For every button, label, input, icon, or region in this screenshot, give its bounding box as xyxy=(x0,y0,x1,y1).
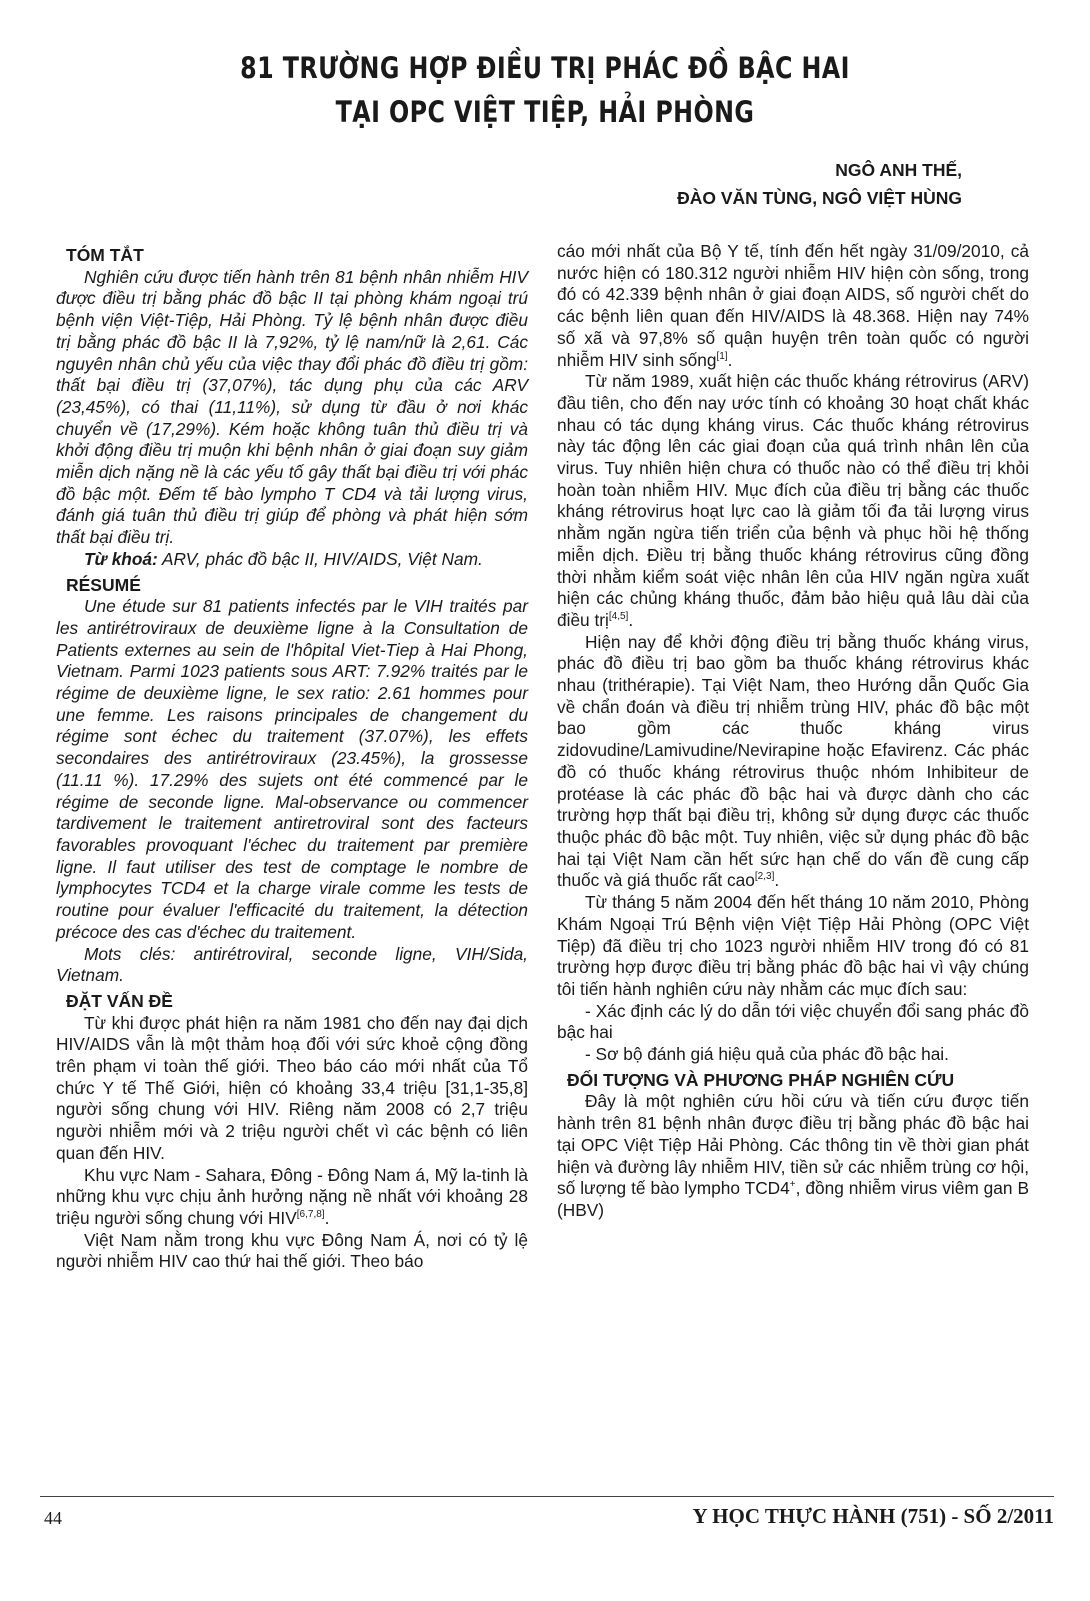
title-line-2: TẠI OPC VIỆT TIỆP, HẢI PHÒNG xyxy=(335,95,755,129)
intro-paragraph-3: Việt Nam nằm trong khu vực Đông Nam Á, nơi có tỷ lệ người nhiễm HIV cao thứ hai thế giới. Theo báo xyxy=(56,1229,528,1272)
right-paragraph-1: cáo mới nhất của Bộ Y tế, tính đến hết ngày 31/09/2010, cả nước hiện có 180.312 người nhiễm HIV hiện còn sống, trong đó có 42.339 bệnh nhân ở giai đoạn AIDS, số người chết do các bệnh liên quan đến HIV/AIDS là 48.368. Hiện nay 74% số xã và 97,8% số quận huyện trên toàn quốc có người nhiễm HIV sinh sống[1]. xyxy=(557,241,1029,370)
right-column xyxy=(557,241,1029,1222)
authors xyxy=(677,156,962,212)
summary-text: Nghiên cứu được tiến hành trên 81 bệnh nhân nhiễm HIV được điều trị bằng phác đồ bậc II tại phòng khám ngoại trú bệnh viện Việt-Tiệp, Hải Phòng. Tỷ lệ bệnh nhân được điều trị bằng phác đồ bậc II là 7,92%, tỷ lệ nam/nữ là 2,61. Các nguyên nhân chủ yếu của việc thay đổi phác đồ điều trị gồm: thất bại điều trị (37,07%), tác dụng phụ của các ARV (23,45%), có thai (11,11%), sử dụng từ đầu ở nơi khác chuyển về (17,29%). Kém hoặc không tuân thủ điều trị và khởi động điều trị muộn khi bệnh nhân ở giai đoạn suy giảm miễn dịch nặng nề là các yếu tố gây thất bại điều trị với phác đồ bậc một. Đếm tế bào lympho T CD4 và tải lượng virus, đánh giá tuân thủ điều trị giúp để phòng và phát hiện sớm thất bại điều trị. xyxy=(56,266,528,548)
keywords-label: Từ khoá: xyxy=(84,548,158,569)
resume-text: Une étude sur 81 patients infectés par le VIH traités par les antirétroviraux de deuxième ligne à la Consultation de Patients externes au sein de l'hôpital Viet-Tiep à Hai Phong, Vietnam. Parmi 1023 patients sous ART: 7.92% traités par le régime de deuxième ligne, le sex ratio: 2.61 hommes pour une femme. Les raisons principales de changement du régime sont échec du traitement (37.07%), les effets secondaires des antirétroviraux (23.45%), la grossesse (11.11 %). 17.29% des sujets ont été commencé par le régime de seconde ligne. Mal-observance ou commencer tardivement le traitement antiretroviral sont des facteurs favorables provoquant l'échec du traitement par première ligne. Il faut utiliser des test de comptage le nombre de lymphocytes TCD4 et la charge virale comme les tests de routine pour évaluer l'efficacité du traitement, la détection précoce des cas d'échec du traitement. xyxy=(56,596,528,942)
summary-heading: TÓM TẮT xyxy=(66,245,144,265)
right-paragraph-3-text: Hiện nay để khởi động điều trị bằng thuốc kháng virus, phác đồ điều trị bao gồm ba thuốc kháng rétrovirus khác nhau (trithérapie). Tại Việt Nam, theo Hướng dẫn Quốc Gia về chẩn đoán và điều trị nhiễm trùng HIV, phác đồ bậc một bao gồm các thuốc kháng virus zidovudine/Lamivudine/Nevirapine hoặc Efavirenz. Các phác đồ có thuốc kháng rétrovirus thuộc nhóm Inhibiteur de protéase là các phác đồ bậc hai và được dành cho các trường hợp thất bại điều trị, không sử dụng được các thuốc thuộc phác đồ bậc một. Tuy nhiên, việc sử dụng phác đồ bậc hai tại Việt Nam cần hết sức hạn chế do vấn đề cung cấp thuốc và giá thuốc rất cao xyxy=(557,631,1029,891)
citation-6-7-8: [6,7,8] xyxy=(296,1209,325,1221)
aim-1: - Xác định các lý do dẫn tới việc chuyển đổi sang phác đồ bậc hai xyxy=(557,1000,1029,1043)
intro-heading: ĐẶT VẤN ĐỀ xyxy=(66,990,173,1011)
intro-paragraph-1: Từ khi được phát hiện ra năm 1981 cho đến nay đại dịch HIV/AIDS vẫn là một thảm hoạ đối với sức khoẻ cộng đồng trên phạm vi toàn thế giới. Theo báo cáo mới nhất của Tổ chức Y tế Thế Giới, hiện có khoảng 33,4 triệu [31,1-35,8] người sống chung với HIV. Riêng năm 2008 có 2,7 triệu người nhiễm mới và 2 triệu người chết vì các bệnh có liên quan đến HIV. xyxy=(56,1012,528,1163)
citation-2-3: [2,3] xyxy=(754,871,775,883)
author-line-1: NGÔ ANH THẾ, xyxy=(835,160,962,180)
tcd4-plus-sup: + xyxy=(789,1179,796,1191)
page-number: 44 xyxy=(44,1508,62,1528)
methods-heading: ĐỐI TƯỢNG VÀ PHƯƠNG PHÁP NGHIÊN CỨU xyxy=(567,1069,955,1090)
keywords xyxy=(56,549,528,571)
title-line-1: 81 TRƯỜNG HỢP ĐIỀU TRỊ PHÁC ĐỒ BẬC HAI xyxy=(240,51,850,85)
right-paragraph-4: Từ tháng 5 năm 2004 đến hết tháng 10 năm 2010, Phòng Khám Ngoại Trú Bệnh viện Việt Tiệp Hải Phòng (OPC Việt Tiệp) đã điều trị cho 1023 người nhiễm HIV trong đó có 81 trường hợp được điều trị bằng phác đồ bậc hai vì vậy chúng tôi tiến hành nghiên cứu này nhằm các mục đích sau: xyxy=(557,892,1029,999)
citation-4-5: [4,5] xyxy=(608,611,629,623)
methods-paragraph xyxy=(557,1091,1029,1221)
mots-cles: Mots clés: antirétroviral, seconde ligne, VIH/Sida, Vietnam. xyxy=(56,943,528,986)
right-paragraph-2-text: Từ năm 1989, xuất hiện các thuốc kháng rétrovirus (ARV) đầu tiên, cho đến nay ước tính có khoảng 30 hoạt chất khác nhau có tác dụng kháng virus. Các thuốc kháng rétrovirus này tác động lên các giai đoạn của quá trình nhân lên của virus. Tuy nhiên hiện chưa có thuốc nào có thể điều trị khỏi hoàn toàn nhiễm HIV. Mục đích của điều trị bằng các thuốc kháng rétrovirus hoạt lực cao là giảm tối đa tải lượng virus nhằm ngăn ngừa tiến triển của bệnh và phục hồi hệ thống miễn dịch. Điều trị bằng thuốc kháng rétrovirus cũng đồng thời nhằm kiểm soát việc nhân lên của HIV ngăn ngừa xuất hiện các chủng kháng thuốc, đảm bảo hiệu quả lâu dài của điều trị xyxy=(557,371,1029,630)
left-column xyxy=(56,241,528,1273)
methods-paragraph-text: Đây là một nghiên cứu hồi cứu và tiến cứu được tiến hành trên 81 bệnh nhân được điều trị bằng phác đồ bậc hai tại OPC Việt Tiệp Hải Phòng. Các thông tin về thời gian phát hiện và đường lây nhiễm HIV, tiền sử các nhiễm trùng cơ hội, số lượng tế bào lympho TCD4 xyxy=(557,1091,1029,1199)
keywords-text: ARV, phác đồ bậc II, HIV/AIDS, Việt Nam. xyxy=(157,548,483,569)
author-line-2: ĐÀO VĂN TÙNG, NGÔ VIỆT HÙNG xyxy=(677,188,962,208)
citation-1: [1] xyxy=(716,350,728,362)
right-paragraph-3: Hiện nay để khởi động điều trị bằng thuốc kháng virus, phác đồ điều trị bao gồm ba thuốc kháng rétrovirus khác nhau (trithérapie). Tại Việt Nam, theo Hướng dẫn Quốc Gia về chẩn đoán và điều trị nhiễm trùng HIV, phác đồ bậc một bao gồm các thuốc kháng virus zidovudine/Lamivudine/Nevirapine hoặc Efavirenz. Các phác đồ có thuốc kháng rétrovirus thuộc nhóm Inhibiteur de protéase là các phác đồ bậc hai và được dành cho các trường hợp thất bại điều trị, không sử dụng được các thuốc thuộc phác đồ bậc một. Tuy nhiên, việc sử dụng phác đồ bậc hai tại Việt Nam cần hết sức hạn chế do vấn đề cung cấp thuốc và giá thuốc rất cao[2,3]. xyxy=(557,631,1029,891)
footer-rule xyxy=(40,1496,1054,1497)
aim-2: - Sơ bộ đánh giá hiệu quả của phác đồ bậc hai. xyxy=(585,1044,949,1065)
right-paragraph-1-text: cáo mới nhất của Bộ Y tế, tính đến hết ngày 31/09/2010, cả nước hiện có 180.312 người nhiễm HIV hiện còn sống, trong đó có 42.339 bệnh nhân ở giai đoạn AIDS, số người chết do các bệnh liên quan đến HIV/AIDS là 48.368. Hiện nay 74% số xã và 97,8% số quận huyện trên toàn quốc có người nhiễm HIV sinh sống xyxy=(557,241,1029,370)
intro-paragraph-2-text: Khu vực Nam - Sahara, Đông - Đông Nam á, Mỹ la-tinh là những khu vực chịu ảnh hưởng nặng nề nhất với khoảng 28 triệu người sống chung với HIV xyxy=(56,1164,528,1228)
right-paragraph-2: Từ năm 1989, xuất hiện các thuốc kháng rétrovirus (ARV) đầu tiên, cho đến nay ước tính có khoảng 30 hoạt chất khác nhau có tác dụng kháng virus. Các thuốc kháng rétrovirus này tác động lên các giai đoạn của quá trình nhân lên của virus. Tuy nhiên hiện chưa có thuốc nào có thể điều trị khỏi hoàn toàn nhiễm HIV. Mục đích của điều trị bằng các thuốc kháng rétrovirus hoạt lực cao là giảm tối đa tải lượng virus nhằm ngăn ngừa tiến triển của bệnh và phục hồi hệ thống miễn dịch. Điều trị bằng thuốc kháng rétrovirus cũng đồng thời nhằm kiểm soát việc nhân lên của HIV ngăn ngừa xuất hiện các chủng kháng thuốc, đảm bảo hiệu quả lâu dài của điều trị[4,5]. xyxy=(557,371,1029,630)
article-title xyxy=(98,46,992,134)
methods-paragraph-end: , đồng nhiễm virus viêm gan B (HBV) xyxy=(557,1178,1029,1220)
intro-paragraph-2: Khu vực Nam - Sahara, Đông - Đông Nam á, Mỹ la-tinh là những khu vực chịu ảnh hưởng nặng nề nhất với khoảng 28 triệu người sống chung với HIV[6,7,8]. xyxy=(56,1164,528,1228)
journal-name: Y HỌC THỰC HÀNH (751) - SỐ 2/2011 xyxy=(692,1504,1054,1528)
resume-heading: RÉSUMÉ xyxy=(66,574,141,595)
